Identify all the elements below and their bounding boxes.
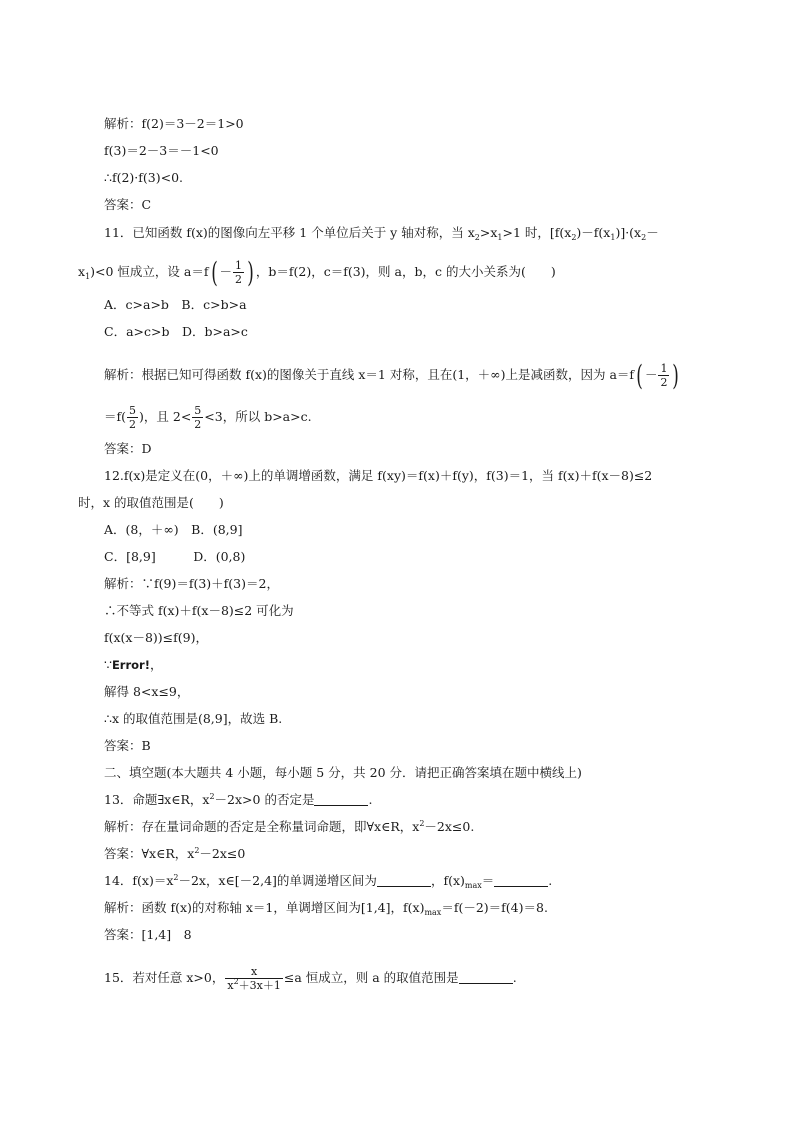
answer-blank bbox=[377, 874, 431, 887]
question-12-stem-cont: 时，x 的取值范围是( ) bbox=[78, 495, 224, 510]
solution-line: ∴f(2)·f(3)<0. bbox=[104, 170, 183, 185]
question-13-stem: 13．命题∃x∈R，$x^2-2x>0$ 的否定是 . bbox=[104, 792, 373, 807]
option-line: A．(8，＋∞) B．(8,9] bbox=[104, 522, 243, 537]
question-11-stem-cont: $x_1)<0$ 恒成立，设 a＝f( － $\frac{1}{2}$ ) ，b＝f(2)，c＝f(3)，则 a，b，c 的大小关系为( ) bbox=[78, 255, 556, 289]
solution-line: 解析：函数 f(x)的对称轴 x＝1，单调增区间为[1,4]，$f(x)_{max}=f(-2)=f(4)=8$. bbox=[104, 900, 548, 917]
question-15-stem: 15．若对任意 x>0， $\frac{x}{x^2+3x+1}$ ≤a 恒成立，则 a 的取值范围是 . bbox=[104, 965, 517, 992]
option-line: C．a>c>b D．b>a>c bbox=[104, 324, 248, 339]
fraction: $\frac{1}{2}$ bbox=[660, 362, 668, 389]
solution-line: f(3)＝2－3＝－1<0 bbox=[104, 143, 219, 158]
fraction: $\frac{5}{2}$ bbox=[194, 404, 202, 431]
solution-line: ∴x 的取值范围是(8,9]，故选 B. bbox=[104, 711, 283, 726]
answer-line: 答案：B bbox=[104, 738, 151, 753]
fraction: $\frac{x}{x^2+3x+1}$ bbox=[227, 965, 281, 992]
section-heading: 二、填空题(本大题共 4 小题，每小题 5 分，共 20 分．请把正确答案填在题中横线上) bbox=[104, 765, 582, 780]
solution-line: 解析：f(2)＝3－2＝1>0 bbox=[104, 116, 244, 131]
answer-blank bbox=[459, 971, 513, 984]
solution-line: f(x(x－8))≤f(9)， bbox=[104, 630, 208, 645]
question-11-stem: 11．已知函数 f(x)的图像向左平移 1 个单位后关于 y 轴对称，当 $x_2>x_1>1$ 时，$[f(x_2)-f(x_1)]\cdot(x_2-$ bbox=[104, 225, 659, 242]
solution-line: 解得 8<x≤9， bbox=[104, 684, 190, 699]
fraction: $\frac{1}{2}$ bbox=[234, 259, 242, 286]
solution-line: ∵Error!， bbox=[104, 657, 163, 672]
answer-blank bbox=[494, 874, 548, 887]
option-line: A．c>a>b B．c>b>a bbox=[104, 297, 247, 312]
option-line: C．[8,9] D．(0,8) bbox=[104, 549, 246, 564]
solution-line: 解析：∵f(9)＝f(3)＋f(3)＝2， bbox=[104, 576, 279, 591]
question-14-stem: 14．$f(x)=x^2-2x$，x∈[－2,4]的单调递增区间为 ，$f(x)_{max}=$ . bbox=[104, 873, 553, 890]
answer-line: 答案：C bbox=[104, 197, 152, 212]
answer-line: 答案：[1,4] 8 bbox=[104, 927, 192, 942]
answer-line: 答案：∀x∈R，$x^2-2x\le 0$ bbox=[104, 846, 246, 861]
error-text: Error! bbox=[111, 658, 150, 672]
question-12-stem: 12.f(x)是定义在(0，＋∞)上的单调增函数，满足 f(xy)＝f(x)＋f(y)，f(3)＝1，当 f(x)＋f(x－8)≤2 bbox=[104, 468, 653, 483]
solution-line: 解析：根据已知可得函数 f(x)的图像关于直线 x＝1 对称，且在(1，＋∞)上是减函数，因为 a＝f( － $\frac{1}{2}$ ) bbox=[104, 358, 680, 392]
fraction: $\frac{5}{2}$ bbox=[129, 404, 137, 431]
solution-line: ∴不等式 f(x)＋f(x－8)≤2 可化为 bbox=[104, 603, 294, 618]
solution-line: ＝f( $\frac{5}{2}$ )，且 2< $\frac{5}{2}$ <3，所以 b>a>c. bbox=[104, 404, 312, 431]
answer-line: 答案：D bbox=[104, 441, 152, 456]
answer-blank bbox=[314, 793, 368, 806]
solution-line: 解析：存在量词命题的否定是全称量词命题，即∀x∈R，$x^2-2x\le 0$. bbox=[104, 819, 475, 834]
